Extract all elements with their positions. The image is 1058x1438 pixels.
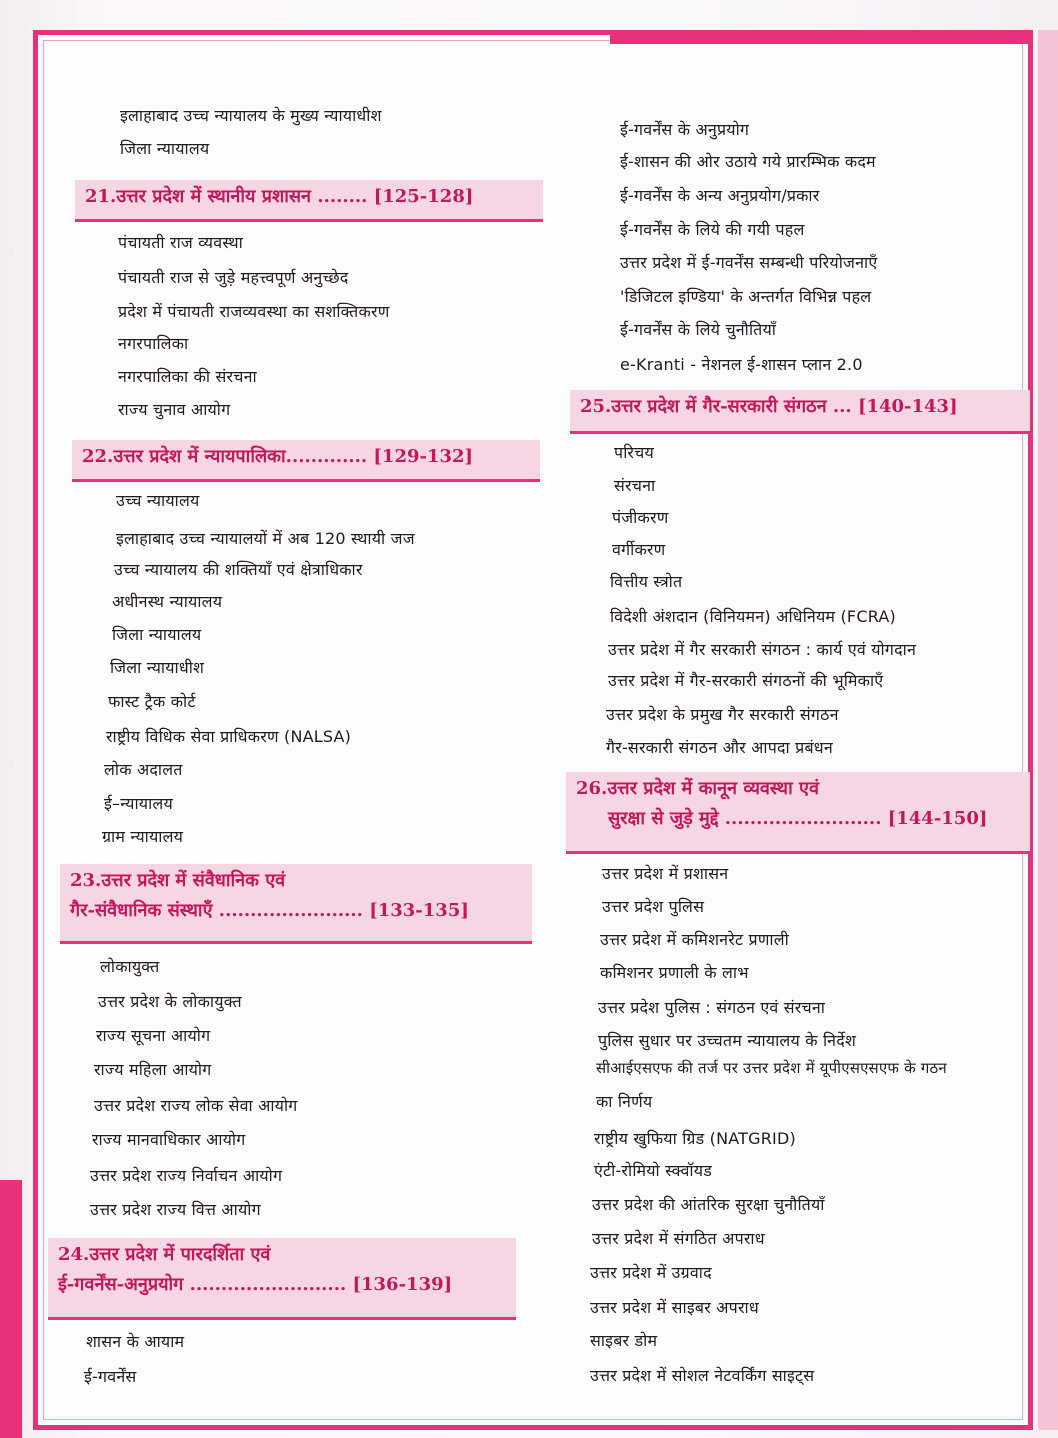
list-item: परिचय [614, 443, 655, 462]
list-item: प्रदेश में पंचायती राजव्यवस्था का सशक्तिकरण [118, 302, 390, 321]
top-corner-band [610, 30, 1033, 44]
list-item: ग्राम न्यायालय [102, 827, 184, 846]
heading-line-2: ई-गवर्नेंस-अनुप्रयोग ......................... [136-139] [58, 1274, 453, 1295]
left-pink-strip [0, 1180, 22, 1438]
list-item: उत्तर प्रदेश में ई-गवर्नेंस सम्बन्धी परियोजनाएँ [620, 253, 878, 272]
heading-line-2: गैर-संवैधानिक संस्थाएँ ....................... [133-135] [70, 900, 469, 921]
list-item: का निर्णय [596, 1092, 653, 1111]
list-item: संरचना [614, 476, 656, 495]
list-item: ई-गवर्नेंस के अनुप्रयोग [620, 120, 750, 139]
list-item: राष्ट्रीय विधिक सेवा प्राधिकरण (NALSA) [106, 727, 352, 746]
list-item: पंजीकरण [612, 508, 669, 527]
heading-line-2: सुरक्षा से जुड़े मुद्दे ......................... [144-150] [608, 808, 988, 829]
list-item: e-Kranti - नेशनल ई-शासन प्लान 2.0 [620, 355, 863, 374]
list-item: पंचायती राज से जुड़े महत्त्वपूर्ण अनुच्छेद [118, 268, 349, 287]
list-item: उत्तर प्रदेश की आंतरिक सुरक्षा चुनौतियाँ [592, 1195, 825, 1214]
list-item: उत्तर प्रदेश में साइबर अपराध [590, 1298, 759, 1317]
list-item: राज्य चुनाव आयोग [118, 400, 231, 419]
section-heading-25: 25.उत्तर प्रदेश में गैर-सरकारी संगठन ... [140-143] [570, 390, 1030, 434]
list-item: जिला न्यायालय [120, 139, 210, 158]
list-item: ई-शासन की ओर उठाये गये प्रारम्भिक कदम [620, 152, 876, 171]
list-item: राज्य सूचना आयोग [96, 1026, 211, 1045]
list-item: सीआईएसएफ की तर्ज पर उत्तर प्रदेश में यूपीएसएसएफ के गठन [596, 1059, 947, 1077]
list-item: राज्य महिला आयोग [94, 1060, 212, 1079]
right-pink-strip [1038, 30, 1058, 1430]
list-item: विदेशी अंशदान (विनियमन) अधिनियम (FCRA) [610, 607, 896, 626]
section-heading-21: 21.उत्तर प्रदेश में स्थानीय प्रशासन ........ [125-128] [75, 180, 543, 222]
list-item: 'डिजिटल इण्डिया' के अन्तर्गत विभिन्न पहल [620, 287, 872, 306]
list-item: कमिशनर प्रणाली के लाभ [600, 963, 749, 982]
list-item: वित्तीय स्त्रोत [610, 572, 683, 591]
list-item: उत्तर प्रदेश में कमिशनरेट प्रणाली [600, 930, 789, 949]
list-item: उत्तर प्रदेश में सोशल नेटवर्किंग साइट्स [590, 1366, 815, 1385]
heading-line-1: 23.उत्तर प्रदेश में संवैधानिक एवं [70, 870, 286, 891]
list-item: नगरपालिका की संरचना [118, 367, 257, 386]
list-item: उत्तर प्रदेश राज्य निर्वाचन आयोग [90, 1166, 283, 1185]
list-item: वर्गीकरण [612, 540, 666, 559]
list-item: उत्तर प्रदेश में संगठित अपराध [592, 1229, 765, 1248]
list-item: उत्तर प्रदेश पुलिस [602, 897, 705, 916]
list-item: उत्तर प्रदेश में गैर-सरकारी संगठनों की भूमिकाएँ [608, 671, 884, 690]
list-item: उच्च न्यायालय की शक्तियाँ एवं क्षेत्राधिकार [114, 560, 363, 579]
list-item: उत्तर प्रदेश में प्रशासन [602, 864, 729, 883]
list-item: जिला न्यायालय [112, 625, 202, 644]
list-item: उच्च न्यायालय [116, 491, 200, 510]
list-item: पंचायती राज व्यवस्था [118, 233, 243, 252]
list-item: उत्तर प्रदेश पुलिस : संगठन एवं संरचना [598, 998, 826, 1017]
heading-line-1: 26.उत्तर प्रदेश में कानून व्यवस्था एवं [576, 778, 819, 799]
list-item: उत्तर प्रदेश राज्य लोक सेवा आयोग [94, 1096, 298, 1115]
heading-line-1: 24.उत्तर प्रदेश में पारदर्शिता एवं [58, 1244, 271, 1265]
list-item: एंटी-रोमियो स्क्वॉयड [594, 1161, 712, 1180]
list-item: उत्तर प्रदेश के लोकायुक्त [98, 992, 242, 1011]
list-item: राज्य मानवाधिकार आयोग [92, 1130, 246, 1149]
list-item: नगरपालिका [118, 334, 189, 353]
list-item: ई-गवर्नेंस के लिये चुनौतियाँ [620, 320, 777, 339]
list-item: अधीनस्थ न्यायालय [112, 592, 223, 611]
list-item: जिला न्यायाधीश [110, 658, 205, 677]
list-item: इलाहाबाद उच्च न्यायालय के मुख्य न्यायाधीश [120, 106, 382, 125]
list-item: ई–न्यायालय [104, 794, 173, 813]
section-heading-22: 22.उत्तर प्रदेश में न्यायपालिका............. [129-132] [72, 440, 540, 482]
section-heading-26 [566, 772, 1030, 854]
list-item: इलाहाबाद उच्च न्यायालयों में अब 120 स्थायी जज [116, 529, 415, 548]
list-item: फास्ट ट्रैक कोर्ट [108, 692, 196, 711]
list-item: ई-गवर्नेंस के अन्य अनुप्रयोग/प्रकार [620, 186, 820, 205]
list-item: गैर-सरकारी संगठन और आपदा प्रबंधन [606, 738, 833, 757]
list-item: पुलिस सुधार पर उच्चतम न्यायालय के निर्देश [598, 1031, 857, 1050]
list-item: राष्ट्रीय खुफिया ग्रिड (NATGRID) [594, 1129, 796, 1148]
section-heading-23 [60, 864, 532, 944]
section-heading-24 [48, 1238, 516, 1320]
list-item: उत्तर प्रदेश के प्रमुख गैर सरकारी संगठन [606, 705, 839, 724]
list-item: ई-गवर्नेंस के लिये की गयी पहल [620, 220, 805, 239]
list-item: ई-गवर्नेंस [84, 1367, 137, 1386]
list-item: शासन के आयाम [86, 1332, 185, 1351]
list-item: लोकायुक्त [100, 957, 160, 976]
list-item: उत्तर प्रदेश में उग्रवाद [590, 1263, 712, 1282]
list-item: लोक अदालत [104, 760, 183, 779]
list-item: उत्तर प्रदेश में गैर सरकारी संगठन : कार्य एवं योगदान [608, 640, 917, 659]
list-item: साइबर डोम [590, 1331, 658, 1350]
list-item: उत्तर प्रदेश राज्य वित्त आयोग [90, 1200, 261, 1219]
